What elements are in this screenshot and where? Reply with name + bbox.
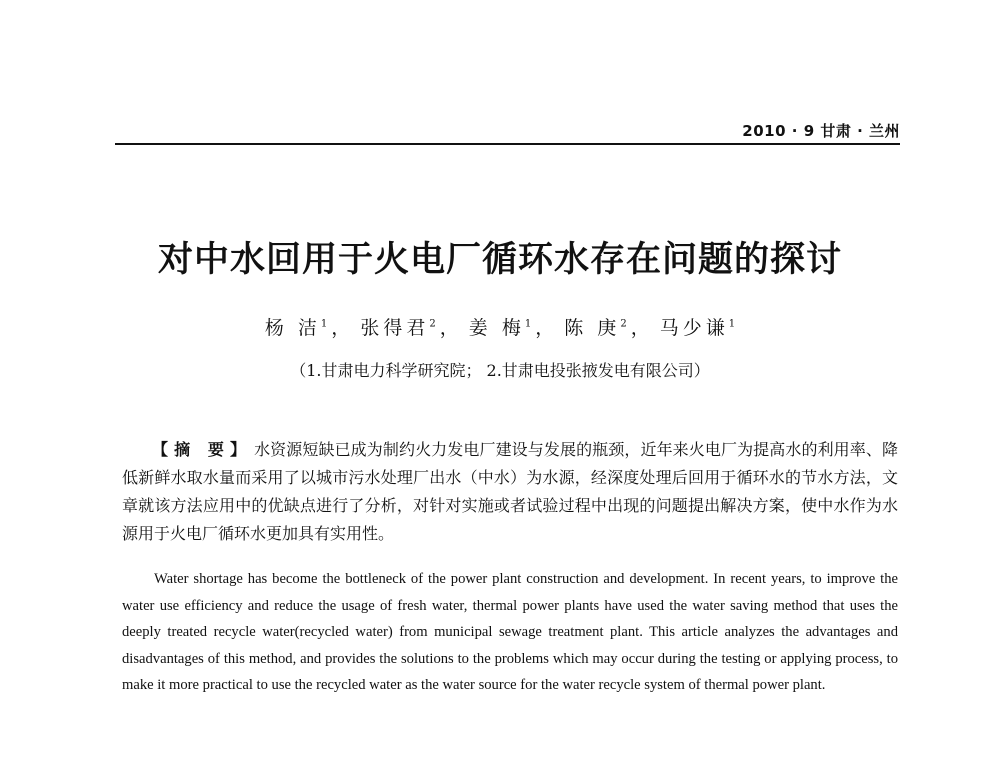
author-list (0, 312, 1000, 341)
author-separator: ， (535, 317, 555, 340)
abstract-label: 【摘 要】 (152, 440, 253, 459)
author-5-affiliation-mark: 1 (728, 319, 736, 330)
author-separator: ， (331, 317, 351, 340)
chinese-abstract (122, 436, 898, 548)
author-3: 姜 梅$^1$ (468, 317, 532, 340)
header-meta: 2010 · 9 甘肃 · 兰州 (742, 122, 900, 140)
header-rule (115, 143, 900, 145)
author-3-affiliation-mark: 1 (524, 319, 532, 330)
affiliation-line: （1.甘肃电力科学研究院； 2.甘肃电投张掖发电有限公司） (290, 361, 710, 380)
author-1-affiliation-mark: 1 (320, 319, 328, 330)
author-5: 马少谦$^1$ (659, 317, 736, 340)
english-abstract: Water shortage has become the bottleneck of the power plant construction and development. In recent years, to improve the water use efficiency and reduce the usage of fresh water, thermal power plants have used the water saving method that uses the deeply treated recycle water(recycled water) from municipal sewage treatment plant. This article analyzes the advantages and disadvantages of this method, and provides the solutions to the problems which may occur during the testing or applying process, to make it more practical to use the recycled water as the water source for the water recycle system of thermal power plant. (122, 571, 898, 693)
author-separator: ， (439, 317, 459, 340)
chinese-abstract-text: 水资源短缺已成为制约火力发电厂建设与发展的瓶颈，近年来火电厂为提高水的利用率、降低新鲜水取水量而采用了以城市污水处理厂出水（中水）为水源，经深度处理后回用于循环水的节水方法，文章就该方法应用中的优缺点进行了分析，对针对实施或者试验过程中出现的问题提出解决方案，使中水作为水源用于火电厂循环水更加具有实用性。 (122, 440, 898, 543)
author-4-affiliation-mark: 2 (620, 319, 627, 330)
author-4: 陈 庚$^2$ (564, 317, 627, 340)
author-2-affiliation-mark: 2 (429, 319, 436, 330)
author-1: 杨 洁$^1$ (264, 317, 328, 340)
paper-title: 对中水回用于火电厂循环水存在问题的探讨 (157, 239, 842, 280)
author-separator: ， (630, 317, 650, 340)
author-2: 张得君$^2$ (360, 317, 436, 340)
